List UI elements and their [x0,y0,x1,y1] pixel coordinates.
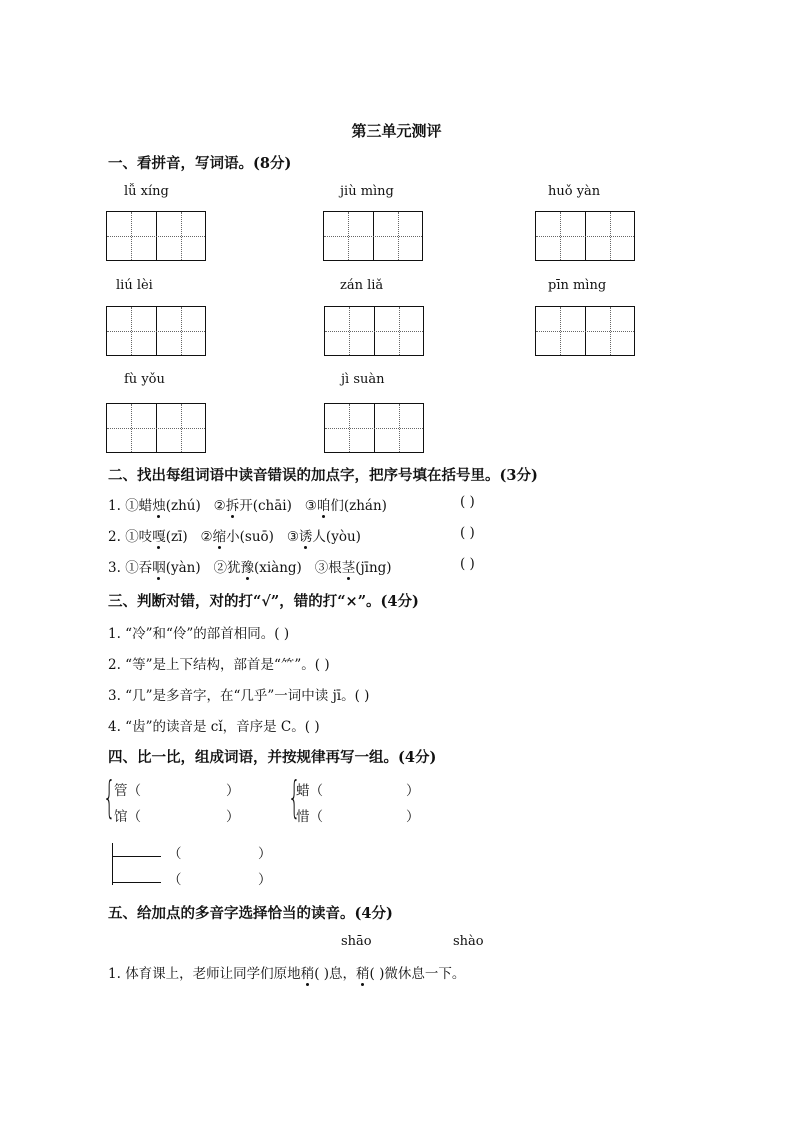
compare-word-2-bottom: 惜（ [296,809,323,825]
pinyin-2: jiù mìng [340,184,394,199]
dotted-char: 豫 [240,556,254,576]
dotted-char: 缩 [213,525,227,545]
q-text: (zhú) [165,498,201,514]
writing-grid-7[interactable] [106,403,206,453]
pinyin-3: huǒ yàn [548,184,601,199]
pinyin-6: pīn mìng [548,278,607,293]
s2-question-3 [108,556,392,576]
writing-grid-2[interactable] [323,211,423,261]
judge-item-2[interactable]: 2. “等”是上下结构，部首是“⺮”。( ) [108,657,330,673]
section-1-heading: 一、看拼音，写词语。(8分) [108,155,292,172]
answer-blank-s2-1[interactable]: ( ) [460,494,475,510]
s2-question-2 [108,525,361,545]
dotted-char: 拆 [226,494,240,514]
q-number: 3. [108,560,121,576]
dotted-char: 嘎 [152,525,166,545]
q-text: ①吞 [125,560,153,576]
pinyin-5: zán liǎ [340,278,384,293]
extra-char-blank-1[interactable] [113,856,161,857]
q-text: ③ [286,529,299,545]
q-text: 体育课上，老师让同学们原地 [125,966,301,982]
dotted-char: 稍 [301,962,315,982]
q-text: (zī) [165,529,188,545]
dotted-char: 咽 [152,556,166,576]
judge-item-4[interactable]: 4. “齿”的读音是 cǐ，音序是 C。( ) [108,719,320,735]
extra-close-paren: ） [258,872,272,888]
q-text: ①吱 [125,529,153,545]
writing-grid-5[interactable] [324,306,424,356]
dotted-char: 诱 [299,525,313,545]
q-text: 们(zhán) [330,498,387,514]
q-text: (yàn) [165,560,201,576]
extra-open-paren: （ [168,872,182,888]
answer-blank[interactable]: ( )息， [314,966,357,982]
answer-blank-s2-2[interactable]: ( ) [460,525,475,541]
judge-item-1[interactable]: 1. “冷”和“伶”的部首相同。( ) [108,626,290,642]
q-text: ② [200,529,213,545]
q-number: 1. [108,498,121,514]
compare-word-2-top: 蜡（ [296,783,323,799]
answer-blank[interactable]: ( )微休息一下。 [369,966,466,982]
pinyin-7: fù yǒu [124,372,165,387]
q-number: 1. [108,966,121,982]
writing-grid-6[interactable] [535,306,635,356]
section-3-heading: 三、判断对错，对的打“√”，错的打“×”。(4分) [108,593,419,610]
pinyin-8: jì suàn [341,372,385,387]
pinyin-option-2: shào [453,934,484,949]
s2-question-1 [108,494,387,514]
q-text: ①蜡 [125,498,153,514]
brace-icon: { [288,772,301,823]
extra-close-paren: ） [258,846,272,862]
writing-grid-4[interactable] [106,306,206,356]
judge-item-3[interactable]: 3. “几”是多音字，在“几乎”一词中读 jī。( ) [108,688,370,704]
section-2-heading: 二、找出每组词语中读音错误的加点字，把序号填在括号里。(3分) [108,467,538,484]
q-text: (xiàng) [253,560,302,576]
writing-grid-3[interactable] [535,211,635,261]
section-4-heading: 四、比一比，组成词语，并按规律再写一组。(4分) [108,749,437,766]
q-number: 2. [108,529,121,545]
q-text: 开(chāi) [239,498,292,514]
dotted-char: 咱 [317,494,331,514]
dotted-char: 茎 [342,556,356,576]
compare-word-1-bottom: 馆（ [114,809,141,825]
q-text: ③根 [314,560,342,576]
extra-char-blank-2[interactable] [113,882,161,883]
compare-close-paren: ） [406,783,420,799]
compare-word-1-top: 管（ [114,783,141,799]
pinyin-option-1: shāo [341,934,372,949]
compare-close-paren: ） [226,809,240,825]
writing-grid-1[interactable] [106,211,206,261]
pinyin-1: lǚ xíng [124,184,169,199]
q-text: ③ [304,498,317,514]
brace-icon: { [103,772,116,823]
dotted-char: 烛 [152,494,166,514]
writing-grid-8[interactable] [324,403,424,453]
compare-close-paren: ） [226,783,240,799]
pinyin-4: liú lèi [116,278,153,293]
q-text: ②犹 [213,560,241,576]
q-text: (jīng) [355,560,392,576]
extra-group-bracket [112,843,113,885]
dotted-char: 稍 [356,962,370,982]
q-text: ② [213,498,226,514]
section-5-heading: 五、给加点的多音字选择恰当的读音。(4分) [108,905,393,922]
compare-close-paren: ） [406,809,420,825]
s5-question-1 [108,962,465,982]
q-text: 人(yòu) [312,529,361,545]
answer-blank-s2-3[interactable]: ( ) [460,556,475,572]
q-text: 小(suō) [226,529,274,545]
extra-open-paren: （ [168,846,182,862]
page-title: 第三单元测评 [351,122,442,140]
